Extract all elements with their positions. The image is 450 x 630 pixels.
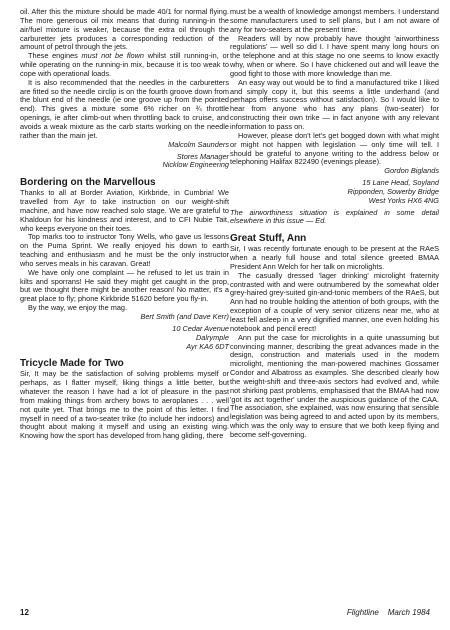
letter-paragraph: oil. After this the mixture should be made 40/1 for normal flying. The more generous oil mix means that during running-in the air/fuel mixture is weaker, because the extra oil through the carburetter jets produces a corresponding reduction of the amount of petrol through the jets.: [20, 7, 229, 52]
letter-paragraph: Ann put the case for microlights in a quite unassuming but convincing manner, describing the great advances made in the design, construction and materials used in the modern microlight, mentioning the man-powered machines Gossamer Condor and Albatross as examples. She described clearly how the weight-shift and three-axis sectors had evolved and, while not shirking past problems, emphasised that the BMAA had now 'got its act together' under the auspicious guidance of the CAA. The association, she explained, was now ensuring that sensible legislation was being agreed to and acted upon by its members, which was the only way to ensure that we both keep flying and become self-governing.: [230, 332, 439, 439]
signature-address-line: West Yorks HX6 4NG: [368, 195, 439, 205]
signature-address-line: Ripponden, Sowerby Bridge: [347, 186, 439, 196]
right-column: [230, 8, 439, 440]
letter-paragraph: Top marks too to instructor Tony Wells, who gave us lessons on the Puma Sprint. We really enjoyed his down to earth teaching and enthusiasm and he must be the only instructor who serves meals in his caravan. Great!: [20, 232, 229, 268]
signature-name: Malcolm Saunders: [168, 139, 229, 149]
letter-paragraph: Thanks to all at Border Aviation, Kirkbride, in Cumbria! We travelled from Ayr to take instruction on our weight-shift machine, and have now reached solo stage. We are grateful to Khaldoun for his kindness and interest, and to CFI Nubie Tait, who keeps everyone on their toes.: [20, 188, 229, 233]
signature-address-line: 15 Lane Head, Soyland: [362, 178, 439, 188]
footer-publication: [347, 608, 430, 618]
emphasis-text: must not be flown: [81, 51, 145, 61]
magazine-name: Flightline: [346, 608, 379, 617]
letter-heading: Great Stuff, Ann: [230, 233, 307, 245]
letter-paragraph: An easy way out would be to find a manufactured trike I liked and simply copy it, but this seems a little underhand (and perhaps offers success without satisfaction). So I would like to hear from anyone who has any plans (two-seater) for constructing their own trike — in fact anyone with any relevant information to pass on.: [230, 77, 439, 131]
signature-title: Stores Manager: [176, 151, 229, 161]
signature-company: Nicklow Engineering: [162, 160, 229, 170]
letter-paragraph: Readers will by now probably have thought 'airworthiness regulations' — well so did I. I have spent many long hours on the telephone and at this stage no one seems to know exactly why, when or where. So I have chickened out and will leave the good fight to those with more knowledge than me.: [230, 33, 439, 78]
signature-address-line: Ayr KA6 6DT: [186, 341, 229, 351]
letter-paragraph: The casually dressed 'lager drinking' microlight fraternity contrasted with and were outnumbered by the somewhat older grey-haired grey-suited gin-and-tonic members of the RAeS, but Ann had no trouble holding the attention of both groups, with the exception of a couple of very senior citizens near me, who at least fell asleep in a very dignified manner, one even holding his notebook and pencil erect!: [230, 270, 439, 333]
signature-name: Gordon Biglands: [384, 166, 439, 176]
signature-address-line: 10 Cedar Avenue: [172, 323, 229, 333]
left-column: [20, 8, 229, 441]
letter-paragraph: must be a wealth of knowledge amongst members. I understand some manufacturers used to sell plans, but I am not aware of any for two-seaters at the present time.: [230, 7, 439, 34]
letter-paragraph: However, please don't let's get bogged down with what might or might not happen with legislation — only time will tell. I should be grateful to anyone writing to the address below or telephoning Halifax 822490 (evenings please).: [230, 130, 439, 167]
letter-paragraph: These engines must not be flown whilst still running-in, or while operating on the running-in mix, because it is too weak to cope with operational loads.: [20, 51, 229, 78]
page-number: 12: [20, 608, 29, 617]
signature-name: Bert Smith (and Dave Kerr): [140, 312, 229, 321]
letter-heading: Bordering on the Marvellous: [20, 177, 156, 189]
letter-paragraph: Sir, I was recently fortunate enough to be present at the RAeS when a nearly full house and total silence greeted BMAA President Ann Welch for her talk on microlights.: [230, 244, 439, 271]
issue-date: March 1984: [387, 608, 430, 617]
letter-heading: Tricycle Made for Two: [20, 358, 124, 370]
letter-paragraph: We have only one complaint — he refused to let us train in kilts and sporrans! He said they might get caught in the prop, but we thought there might be another reason! No matter, it's a great place to fly; phone Kirkbride 51620 before you fly-in.: [20, 267, 229, 304]
letter-paragraph: Sir, It may be the satisfaction of solving problems myself or perhaps, as I flatter myself, liking things a little better, but whatever the reason I have had a lot of pleasure in the past from making things from archery bows to aeroplanes . . . well not quite yet. That brings me to the point of this letter. I find myself in need of a two-seater trike (to include her indoors) and thought about making it myself and using an existing wing. Knowing how the sport has developed from hang gliding, there: [20, 369, 229, 441]
letter-paragraph: It is also recommended that the needles in the carburetters are fitted so the needle circlip is on the fourth groove down from the blunt end of the needle (ie one groove up from the pointed end). This gives a mixture some 6% richer on ¾ throttle openings, ie after climb-out when throttling back to cruise, and avoids a weak mixture as the carb starts working on the needle rather than the main jet.: [20, 77, 229, 140]
signature-address-line: Dalrymple: [195, 332, 229, 342]
editor-note: The airworthiness situation is explained in some detail elsewhere in this issue — Ed.: [230, 207, 439, 226]
letter-paragraph: By the way, we enjoy the mag.: [28, 303, 128, 313]
